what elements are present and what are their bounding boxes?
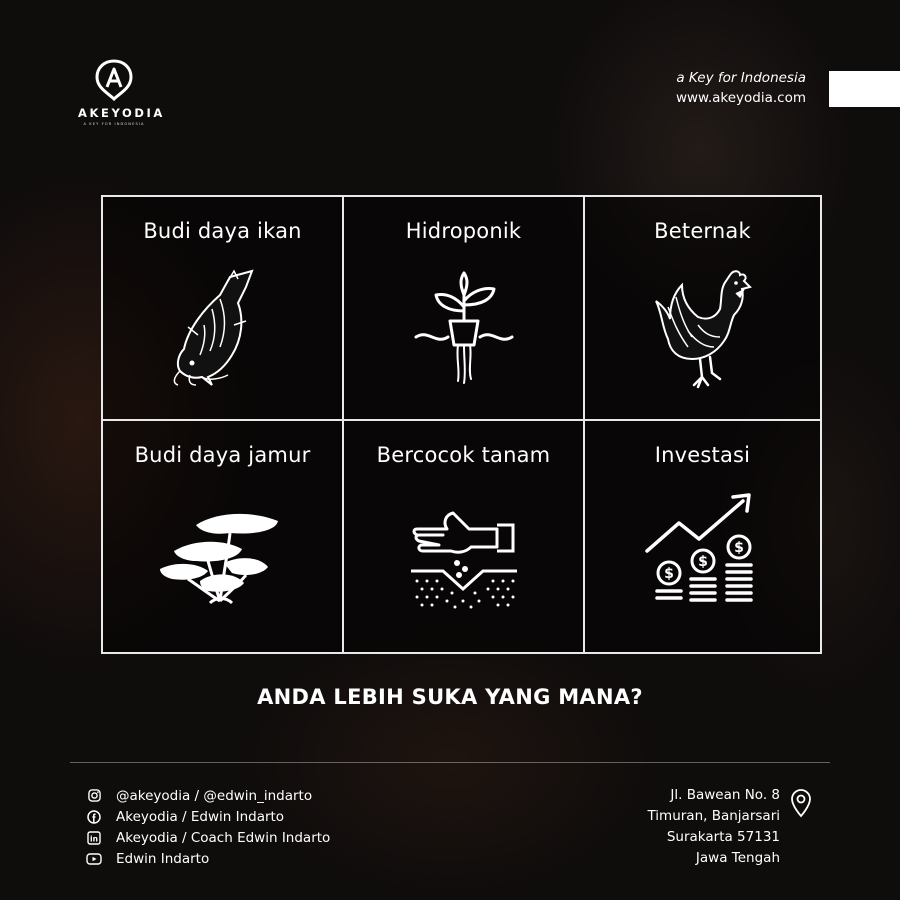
footer-divider: [70, 762, 830, 763]
rooster-icon: [648, 267, 758, 393]
instagram-icon: [86, 788, 102, 804]
youtube-icon: [86, 851, 102, 867]
hydroponic-plant-icon: [414, 271, 514, 387]
address-block: [647, 785, 780, 869]
option-hidroponik[interactable]: [344, 197, 585, 421]
option-budi-daya-ikan[interactable]: [103, 197, 344, 421]
option-label: Hidroponik: [405, 219, 522, 243]
option-label: Budi daya ikan: [143, 219, 302, 243]
options-grid: [101, 195, 822, 654]
option-label: Investasi: [654, 443, 751, 467]
address-line: Timuran, Banjarsari: [647, 808, 780, 824]
location-pin-icon: [790, 788, 812, 818]
svg-text:$: $: [733, 540, 744, 556]
social-linkedin[interactable]: [86, 827, 330, 848]
svg-text:$: $: [697, 554, 708, 570]
website-link[interactable]: www.akeyodia.com: [675, 90, 806, 106]
catfish-icon: [168, 269, 278, 389]
brand-tagline: a Key for Indonesia: [676, 70, 806, 86]
brand-name: AKEYODIA: [78, 106, 165, 120]
social-youtube[interactable]: [86, 848, 330, 869]
social-text: @akeyodia / @edwin_indarto: [116, 787, 313, 804]
facebook-icon: [86, 809, 102, 825]
svg-text:in: in: [90, 834, 98, 843]
option-label: Beternak: [654, 219, 751, 243]
brand-logo-mark: [94, 58, 134, 102]
header-accent-bar: [829, 71, 900, 107]
social-text: Akeyodia / Edwin Indarto: [116, 808, 285, 825]
social-list: [86, 785, 330, 869]
option-investasi[interactable]: [585, 421, 820, 652]
social-instagram[interactable]: [86, 785, 330, 806]
hand-planting-seed-icon: [409, 507, 519, 611]
option-label: Budi daya jamur: [134, 443, 311, 467]
address-line: Jl. Bawean No. 8: [670, 787, 780, 803]
social-text: Akeyodia / Coach Edwin Indarto: [116, 829, 331, 846]
brand-logo: [78, 58, 165, 126]
address-line: Surakarta 57131: [666, 829, 780, 845]
svg-text:$: $: [663, 566, 674, 582]
coins-growth-chart-icon: [643, 491, 763, 609]
oyster-mushroom-icon: [158, 511, 288, 611]
social-facebook[interactable]: [86, 806, 330, 827]
brand-logo-tagline: A KEY FOR INDONESIA: [83, 122, 145, 126]
question-heading: ANDA LEBIH SUKA YANG MANA?: [257, 685, 643, 709]
option-beternak[interactable]: [585, 197, 820, 421]
address-line: Jawa Tengah: [695, 850, 780, 866]
linkedin-icon: [86, 830, 102, 846]
option-label: Bercocok tanam: [376, 443, 551, 467]
social-text: Edwin Indarto: [116, 850, 210, 867]
option-budi-daya-jamur[interactable]: [103, 421, 344, 652]
header-info: [676, 69, 806, 109]
option-bercocok-tanam[interactable]: [344, 421, 585, 652]
